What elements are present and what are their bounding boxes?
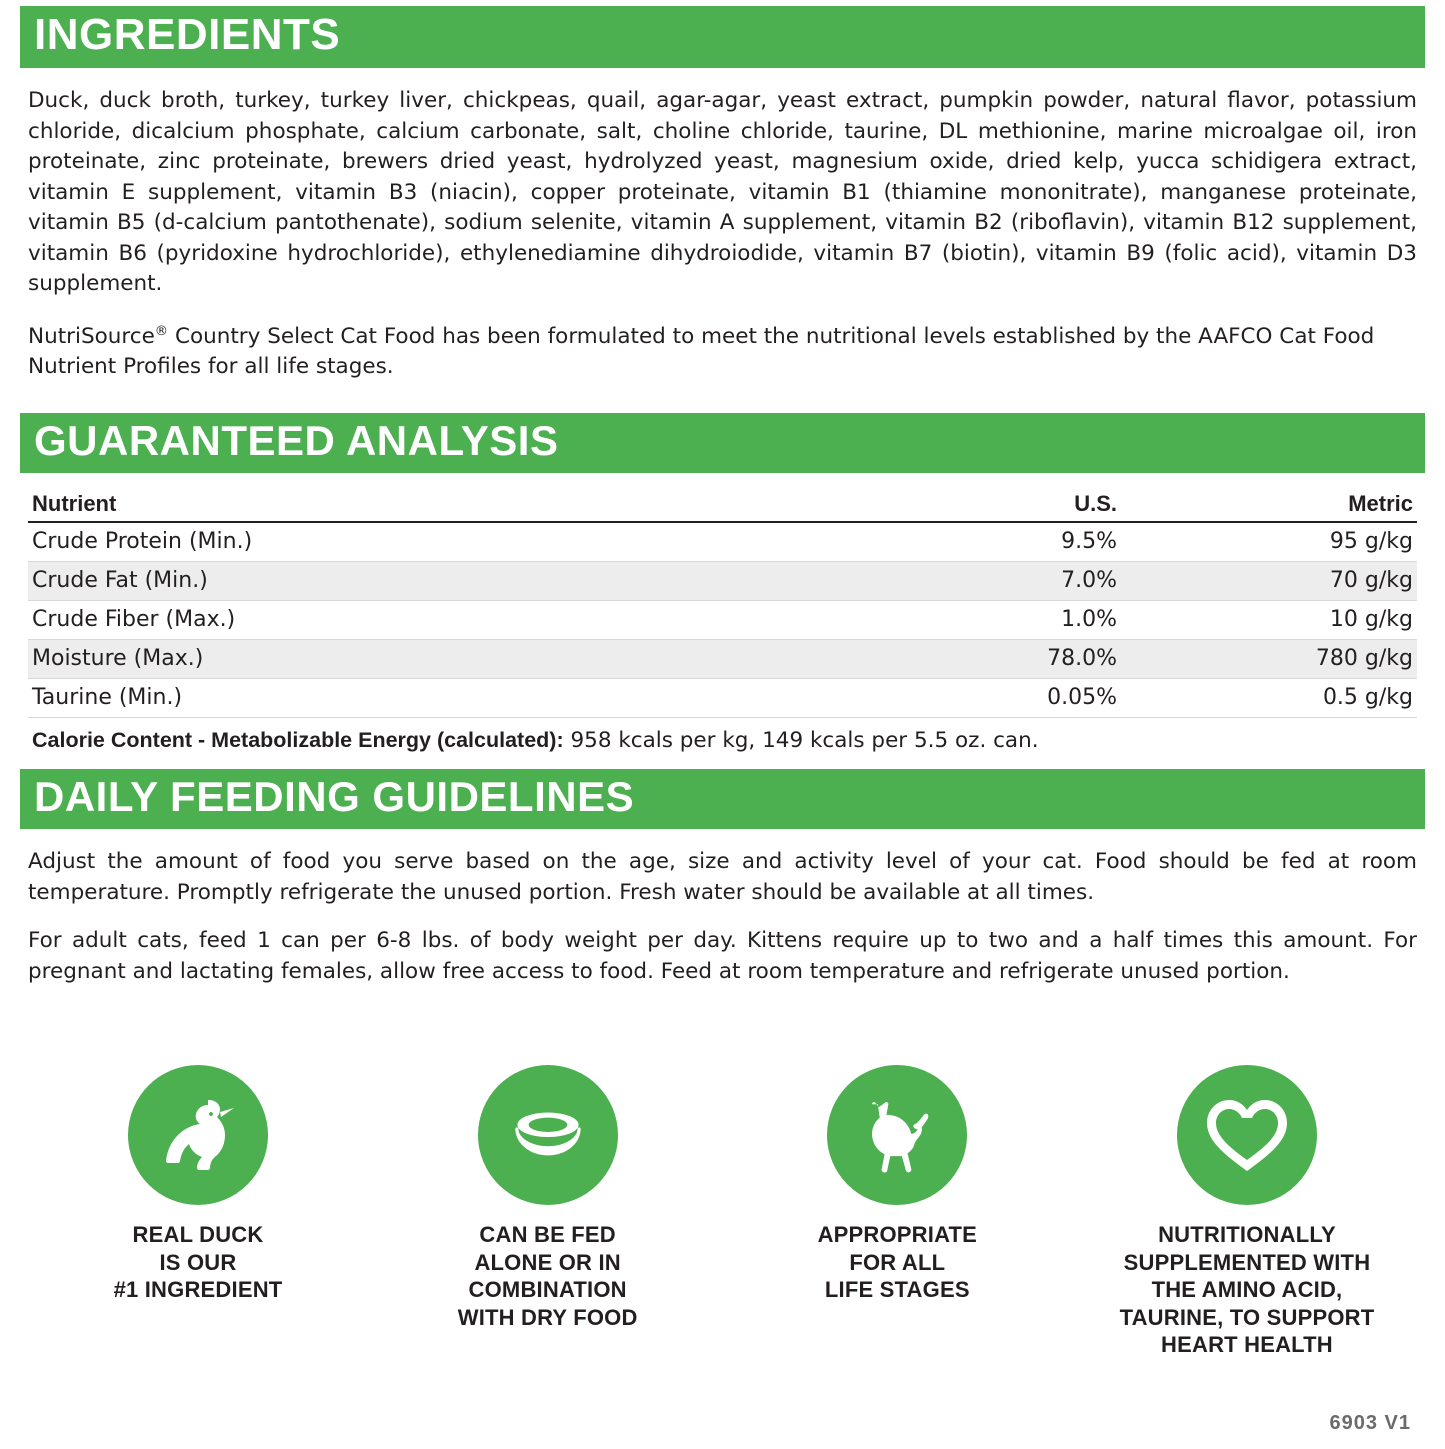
column-header-metric: Metric bbox=[1179, 491, 1417, 522]
badge-icon-circle bbox=[827, 1065, 967, 1205]
cell-metric: 10 g/kg bbox=[1179, 600, 1417, 639]
aafco-text: Country Select Cat Food has been formulated to meet the nutritional levels established by the AAFCO Cat Food Nutrient Profiles for all life stages. bbox=[28, 323, 1375, 380]
aafco-brand: NutriSource bbox=[28, 323, 155, 349]
food-bowl-icon bbox=[497, 1084, 599, 1186]
badge-icon-circle bbox=[128, 1065, 268, 1205]
table-row bbox=[28, 678, 1417, 717]
feeding-paragraph-2: For adult cats, feed 1 can per 6-8 lbs. of body weight per day. Kittens require up to two and a half times this amount. For pregnant and lactating females, allow free access to food. Feed at room temperature and refrigerate unused portion. bbox=[28, 928, 1417, 984]
table-row bbox=[28, 600, 1417, 639]
cell-us: 7.0% bbox=[903, 561, 1179, 600]
cell-nutrient: Taurine (Min.) bbox=[28, 678, 903, 717]
badge-all-life-stages bbox=[747, 1065, 1047, 1304]
cell-metric: 70 g/kg bbox=[1179, 561, 1417, 600]
heart-icon bbox=[1197, 1087, 1297, 1183]
badge-label: APPROPRIATE FOR ALL LIFE STAGES bbox=[817, 1222, 978, 1303]
guaranteed-analysis-table bbox=[28, 491, 1417, 718]
table-header-row bbox=[28, 491, 1417, 522]
badge-can-be-fed bbox=[398, 1065, 698, 1331]
badge-icon-circle bbox=[478, 1065, 618, 1205]
feature-badges bbox=[48, 1065, 1397, 1359]
cell-nutrient: Crude Fat (Min.) bbox=[28, 561, 903, 600]
table-row bbox=[28, 522, 1417, 562]
table-row bbox=[28, 561, 1417, 600]
section-heading-guaranteed-analysis: GUARANTEED ANALYSIS bbox=[20, 413, 1425, 473]
column-header-nutrient: Nutrient bbox=[28, 491, 903, 522]
calorie-content-label: Calorie Content - Metabolizable Energy (calculated): bbox=[32, 727, 564, 752]
cell-metric: 0.5 g/kg bbox=[1179, 678, 1417, 717]
cell-nutrient: Crude Protein (Min.) bbox=[28, 522, 903, 562]
cell-us: 0.05% bbox=[903, 678, 1179, 717]
badge-label: REAL DUCK IS OUR #1 INGREDIENT bbox=[113, 1222, 283, 1303]
section-heading-daily-feeding-guidelines: DAILY FEEDING GUIDELINES bbox=[20, 769, 1425, 829]
badge-taurine-heart-health bbox=[1097, 1065, 1397, 1359]
duck-icon bbox=[148, 1085, 248, 1185]
badge-label: CAN BE FED ALONE OR IN COMBINATION WITH DRY FOOD bbox=[457, 1222, 638, 1330]
feeding-paragraph-1: Adjust the amount of food you serve based on the age, size and activity level of your cat. Food should be fed at room temperature. Promptly refrigerate the unused portion. Fresh water should be available at all times. bbox=[28, 849, 1417, 905]
cell-us: 78.0% bbox=[903, 639, 1179, 678]
badge-real-duck bbox=[48, 1065, 348, 1304]
badge-label: NUTRITIONALLY SUPPLEMENTED WITH THE AMINO ACID, TAURINE, TO SUPPORT HEART HEALTH bbox=[1119, 1222, 1375, 1358]
cell-nutrient: Moisture (Max.) bbox=[28, 639, 903, 678]
section-heading-ingredients: INGREDIENTS bbox=[20, 6, 1425, 68]
cat-icon bbox=[849, 1087, 945, 1183]
calorie-content bbox=[32, 728, 1413, 753]
cell-nutrient: Crude Fiber (Max.) bbox=[28, 600, 903, 639]
ingredients-list: Duck, duck broth, turkey, turkey liver, chickpeas, quail, agar-agar, yeast extract, pumpkin powder, natural flavor, potassium chloride, dicalcium phosphate, calcium carbonate, salt, choline chloride, taurine, DL methionine, marine microalgae oil, iron proteinate, zinc proteinate, brewers dried yeast, hydrolyzed yeast, magnesium oxide, dried kelp, yucca schidigera extract, vitamin E supplement, vitamin B3 (niacin), copper proteinate, vitamin B1 (thiamine mononitrate), manganese proteinate, vitamin B5 (d-calcium pantothenate), sodium selenite, vitamin A supplement, vitamin B2 (riboflavin), vitamin B12 supplement, vitamin B6 (pyridoxine hydrochloride), ethylenediamine dihydroiodide, vitamin B7 (biotin), vitamin B9 (folic acid), vitamin D3 supplement. bbox=[28, 88, 1417, 297]
product-label-page bbox=[0, 6, 1445, 1449]
product-code: 6903 V1 bbox=[1329, 1412, 1411, 1434]
column-header-us: U.S. bbox=[903, 491, 1179, 522]
cell-metric: 95 g/kg bbox=[1179, 522, 1417, 562]
aafco-statement bbox=[28, 322, 1417, 383]
cell-us: 1.0% bbox=[903, 600, 1179, 639]
table-row bbox=[28, 639, 1417, 678]
badge-icon-circle bbox=[1177, 1065, 1317, 1205]
registered-mark: ® bbox=[154, 323, 169, 339]
cell-metric: 780 g/kg bbox=[1179, 639, 1417, 678]
calorie-content-value: 958 kcals per kg, 149 kcals per 5.5 oz. can. bbox=[563, 727, 1039, 753]
cell-us: 9.5% bbox=[903, 522, 1179, 562]
